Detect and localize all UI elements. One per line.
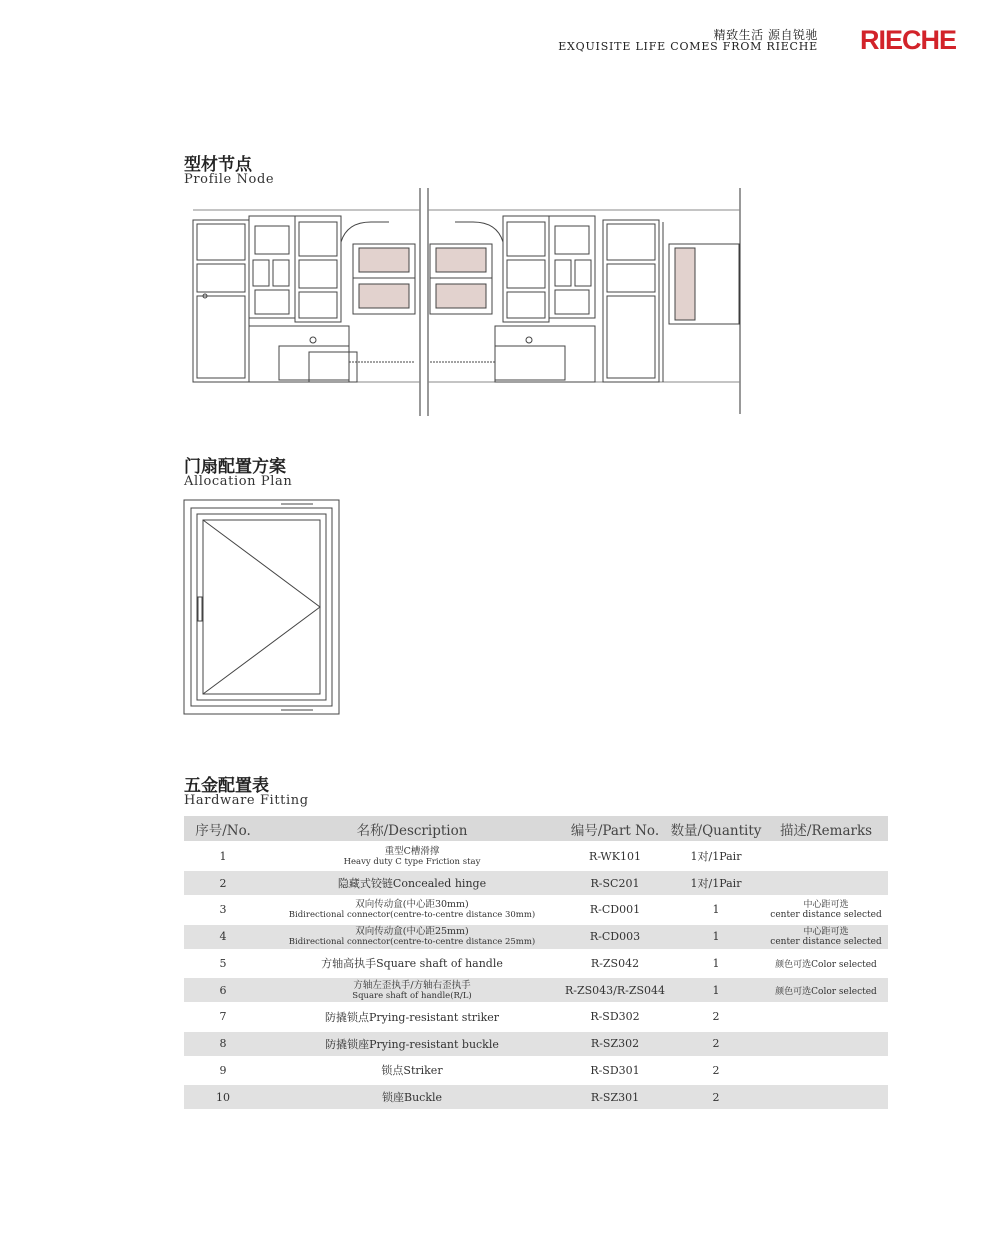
table-row (184, 1056, 888, 1086)
cell-no: 10 (184, 1085, 262, 1109)
right-glazing-unit (663, 222, 739, 382)
remark-cn: 中心距可选 (803, 899, 849, 910)
hardware-title-cn: 五金配置表 (184, 776, 269, 796)
desc-en: Bidirectional connector(centre-to-centre distance 30mm) (288, 910, 536, 921)
cell-description (262, 841, 562, 871)
profile-title-en: Profile Node (184, 172, 275, 187)
cell-no: 4 (184, 925, 262, 949)
tagline-english: EXQUISITE LIFE COMES FROM RIECHE (558, 40, 818, 53)
desc-cn: 方轴左歪执手/方轴右歪执手 (353, 979, 471, 991)
table-row (184, 978, 888, 1002)
col-header-description: 名称/Description (262, 816, 562, 841)
remark-en: center distance selected (770, 909, 882, 920)
cell-remarks (764, 1085, 888, 1109)
tagline-chinese: 精致生活 源自锐驰 (713, 28, 818, 42)
cell-remarks (764, 1032, 888, 1056)
table-row (184, 895, 888, 925)
cell-description (262, 925, 562, 949)
cell-part-no: R-CD003 (562, 925, 668, 949)
cell-description (262, 978, 562, 1002)
rieche-logo: RIECHE (859, 25, 956, 55)
cell-description: 防撬锁点Prying-resistant striker (324, 1010, 500, 1024)
cell-no: 1 (219, 849, 227, 863)
col-header-no: 序号/No. (184, 816, 262, 841)
cell-description (262, 895, 562, 925)
table-row (184, 871, 888, 895)
cell-remarks: 颜色可选Color selected (775, 959, 877, 970)
cell-remarks (764, 871, 888, 895)
cell-quantity: 1对/1Pair (690, 850, 742, 863)
allocation-plan-drawing (183, 497, 341, 717)
cell-description: 方轴高执手Square shaft of handle (321, 957, 503, 971)
table-row (184, 1032, 888, 1056)
cell-quantity: 1 (668, 925, 764, 949)
cell-quantity: 2 (668, 1032, 764, 1056)
remark-cn: 中心距可选 (803, 926, 849, 937)
cell-part-no: R-SD301 (590, 1063, 640, 1077)
cell-no: 9 (219, 1063, 227, 1077)
cell-remarks (764, 925, 888, 949)
table-row (184, 1002, 888, 1032)
right-frame-profile (430, 216, 659, 382)
col-header-remarks: 描述/Remarks (764, 816, 888, 841)
col-header-quantity: 数量/Quantity (668, 816, 764, 841)
cell-part-no: R-ZS043/R-ZS044 (562, 978, 668, 1002)
table-row (184, 949, 888, 979)
cell-no: 2 (184, 871, 262, 895)
desc-cn: 双向传动盒(中心距30mm) (355, 899, 469, 911)
cell-quantity: 2 (712, 1063, 720, 1077)
cell-no: 7 (219, 1010, 227, 1024)
allocation-title-en: Allocation Plan (184, 474, 293, 489)
cell-remarks (764, 841, 888, 871)
desc-en: Bidirectional connector(centre-to-centre distance 25mm) (288, 937, 536, 947)
cell-part-no: R-CD001 (589, 903, 641, 917)
page-header (558, 25, 956, 56)
hardware-table (184, 816, 888, 1109)
cell-no: 6 (184, 978, 262, 1002)
cell-no: 5 (219, 956, 227, 970)
hardware-title-en: Hardware Fitting (184, 793, 309, 808)
desc-en: Heavy duty C type Friction stay (343, 856, 481, 867)
remark-en: center distance selected (770, 936, 882, 947)
desc-en: Square shaft of handle(R/L) (352, 990, 472, 1001)
table-row (184, 841, 888, 871)
desc-cn: 双向传动盒(中心距25mm) (355, 926, 469, 937)
cell-no: 8 (184, 1032, 262, 1056)
cell-quantity: 1 (712, 903, 720, 917)
handle-icon (198, 597, 202, 621)
cell-no: 3 (219, 903, 227, 917)
cell-part-no: R-SZ302 (562, 1032, 668, 1056)
cell-part-no: R-SZ301 (562, 1085, 668, 1109)
cell-part-no: R-WK101 (589, 849, 641, 863)
col-header-part-no: 编号/Part No. (562, 816, 668, 841)
allocation-title-cn: 门扇配置方案 (184, 457, 286, 477)
cell-part-no: R-SC201 (562, 871, 668, 895)
profile-title-cn: 型材节点 (184, 155, 252, 175)
cell-remarks: 颜色可选Color selected (764, 978, 888, 1002)
cell-remarks (764, 1056, 888, 1086)
cell-description: 锁点Striker (381, 1064, 443, 1078)
cell-quantity: 2 (668, 1085, 764, 1109)
cell-quantity: 1对/1Pair (668, 871, 764, 895)
cell-quantity: 1 (668, 978, 764, 1002)
cell-description: 隐藏式铰链Concealed hinge (262, 871, 562, 895)
left-glazing-unit (349, 244, 415, 362)
table-row (184, 1085, 888, 1109)
cell-description: 锁座Buckle (262, 1085, 562, 1109)
cell-quantity: 2 (712, 1010, 720, 1024)
table-row (184, 925, 888, 949)
cell-part-no: R-ZS042 (590, 956, 640, 970)
profile-node-drawing (183, 186, 743, 416)
cell-remarks (764, 1002, 888, 1032)
desc-cn: 重型C槽滑撑 (384, 845, 440, 857)
table-header-row (184, 816, 888, 841)
cell-remarks (764, 895, 888, 925)
cell-quantity: 1 (712, 956, 720, 970)
cell-description: 防撬锁座Prying-resistant buckle (262, 1032, 562, 1056)
cell-part-no: R-SD302 (590, 1010, 640, 1024)
